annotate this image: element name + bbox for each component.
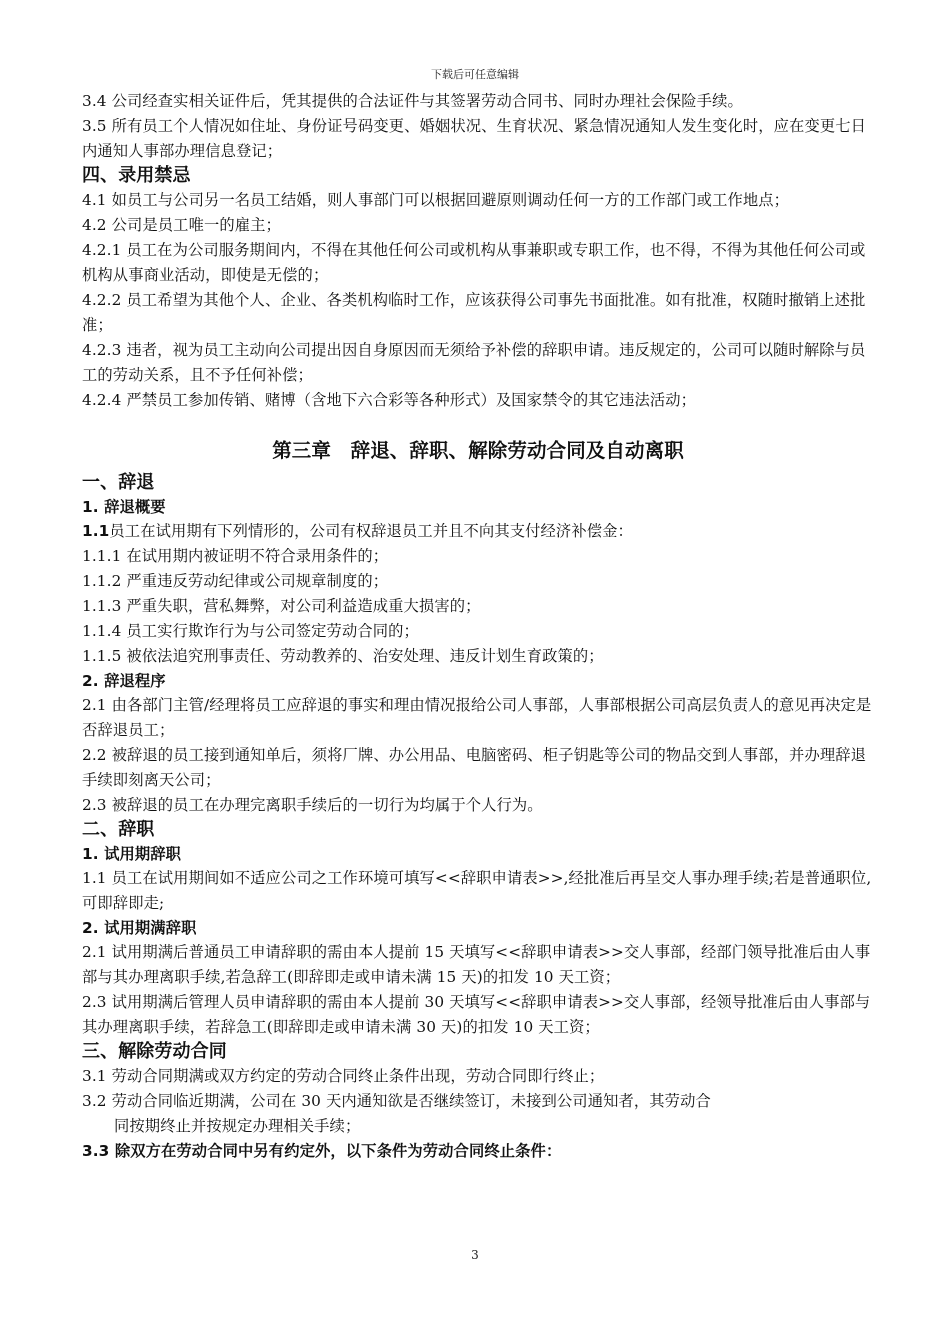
paragraph-text: 员工在试用期有下列情形的，公司有权辞退员工并且不向其支付经济补偿金： [109, 522, 633, 540]
paragraph-1-1-5: 1.1.5 被依法追究刑事责任、劳动教养的、治安处理、违反计划生育政策的； [82, 647, 604, 665]
paragraph-2-1: 2.1 由各部门主管/经理将员工应辞退的事实和理由情况报给公司人事部，人事部根据公司高层负责人的意见再决定是否辞退员工； [82, 696, 872, 739]
paragraph-2-2: 2.2 被辞退的员工接到通知单后，须将厂牌、办公用品、电脑密码、柜子钥匙等公司的物品交到人事部，并办理辞退手续即刻离天公司； [82, 746, 867, 789]
section-heading-contract-termination: 三、解除劳动合同 [82, 1041, 227, 1062]
paragraph-2-3: 2.3 被辞退的员工在办理完离职手续后的一切行为均属于个人行为。 [82, 796, 543, 814]
paragraph-1-1-4: 1.1.4 员工实行欺诈行为与公司签定劳动合同的； [82, 622, 419, 640]
paragraph-1-1 [82, 519, 874, 544]
paragraph-4-2: 4.2 公司是员工唯一的雇主； [82, 216, 281, 234]
paragraph-1-1-3: 1.1.3 严重失职，营私舞弊，对公司利益造成重大损害的； [82, 597, 481, 615]
paragraph-3-4: 3.4 公司经查实相关证件后，凭其提供的合法证件与其签署劳动合同书、同时办理社会保险手续。 [82, 92, 743, 110]
paragraph-3-2-first-line: 3.2 劳动合同临近期满，公司在 30 天内通知欲是否继续签订，未接到公司通知者，其劳动合 [82, 1092, 711, 1110]
section-heading-dismissal: 一、辞退 [82, 472, 155, 493]
paragraph-3-2-continuation: 同按期终止并按规定办理相关手续； [114, 1117, 361, 1135]
section-heading-hiring-prohibitions: 四、录用禁忌 [82, 165, 191, 186]
paragraph-3-3: 3.3 除双方在劳动合同中另有约定外，以下条件为劳动合同终止条件： [82, 1142, 562, 1160]
subheading-dismissal-procedure: 2. 辞退程序 [82, 672, 166, 690]
paragraph-4-2-2: 4.2.2 员工希望为其他个人、企业、各类机构临时工作，应该获得公司事先书面批准。如有批准，权随时撤销上述批准； [82, 291, 866, 334]
paragraph-4-2-3: 4.2.3 违者，视为员工主动向公司提出因自身原因而无须给予补偿的辞职申请。违反规定的，公司可以随时解除与员工的劳动关系，且不予任何补偿； [82, 341, 866, 384]
paragraph-3-5: 3.5 所有员工个人情况如住址、身份证号码变更、婚姻状况、生育状况、紧急情况通知人发生变化时，应在变更七日内通知人事部办理信息登记； [82, 117, 867, 160]
paragraph-resign-2-3: 2.3 试用期满后管理人员申请辞职的需由本人提前 30 天填写<<辞职申请表>>交人事部，经领导批准后由人事部与其办理离职手续，若辞急工(即辞即走或申请未满 30 天)的扣发 10 天工资； [82, 993, 871, 1036]
section-heading-resignation: 二、辞职 [82, 819, 155, 840]
subheading-dismissal-overview: 1. 辞退概要 [82, 498, 166, 516]
paragraph-4-2-4: 4.2.4 严禁员工参加传销、赌博（含地下六合彩等各种形式）及国家禁令的其它违法活动； [82, 391, 697, 409]
paragraph-resign-2-1: 2.1 试用期满后普通员工申请辞职的需由本人提前 15 天填写<<辞职申请表>>交人事部，经部门领导批准后由人事部与其办理离职手续,若急辞工(即辞即走或申请未满 15 天)的扣发 10 天工资； [82, 943, 871, 986]
paragraph-3-2 [82, 1089, 874, 1139]
paragraph-1-1-1: 1.1.1 在试用期内被证明不符合录用条件的； [82, 547, 389, 565]
header-note: 下载后可任意编辑 [431, 68, 519, 81]
subheading-probation-resignation: 1. 试用期辞职 [82, 845, 182, 863]
paragraph-1-1-2: 1.1.2 严重违反劳动纪律或公司规章制度的； [82, 572, 389, 590]
subheading-post-probation-resignation: 2. 试用期满辞职 [82, 919, 197, 937]
document-body [82, 89, 874, 1164]
paragraph-3-1: 3.1 劳动合同期满或双方约定的劳动合同终止条件出现，劳动合同即行终止； [82, 1067, 605, 1085]
paragraph-resign-1-1: 1.1 员工在试用期间如不适应公司之工作环境可填写<<辞职申请表>>,经批准后再呈交人事办理手续;若是普通职位,可即辞即走; [82, 869, 872, 912]
paragraph-4-1: 4.1 如员工与公司另一名员工结婚，则人事部门可以根据回避原则调动任何一方的工作部门或工作地点； [82, 191, 790, 209]
chapter-title: 第三章 辞退、辞职、解除劳动合同及自动离职 [272, 439, 684, 462]
page-number: 3 [471, 1248, 479, 1262]
paragraph-4-2-1: 4.2.1 员工在为公司服务期间内，不得在其他任何公司或机构从事兼职或专职工作，也不得，不得为其他任何公司或机构从事商业活动，即使是无偿的； [82, 241, 866, 284]
paragraph-number: 1.1 [82, 522, 110, 540]
